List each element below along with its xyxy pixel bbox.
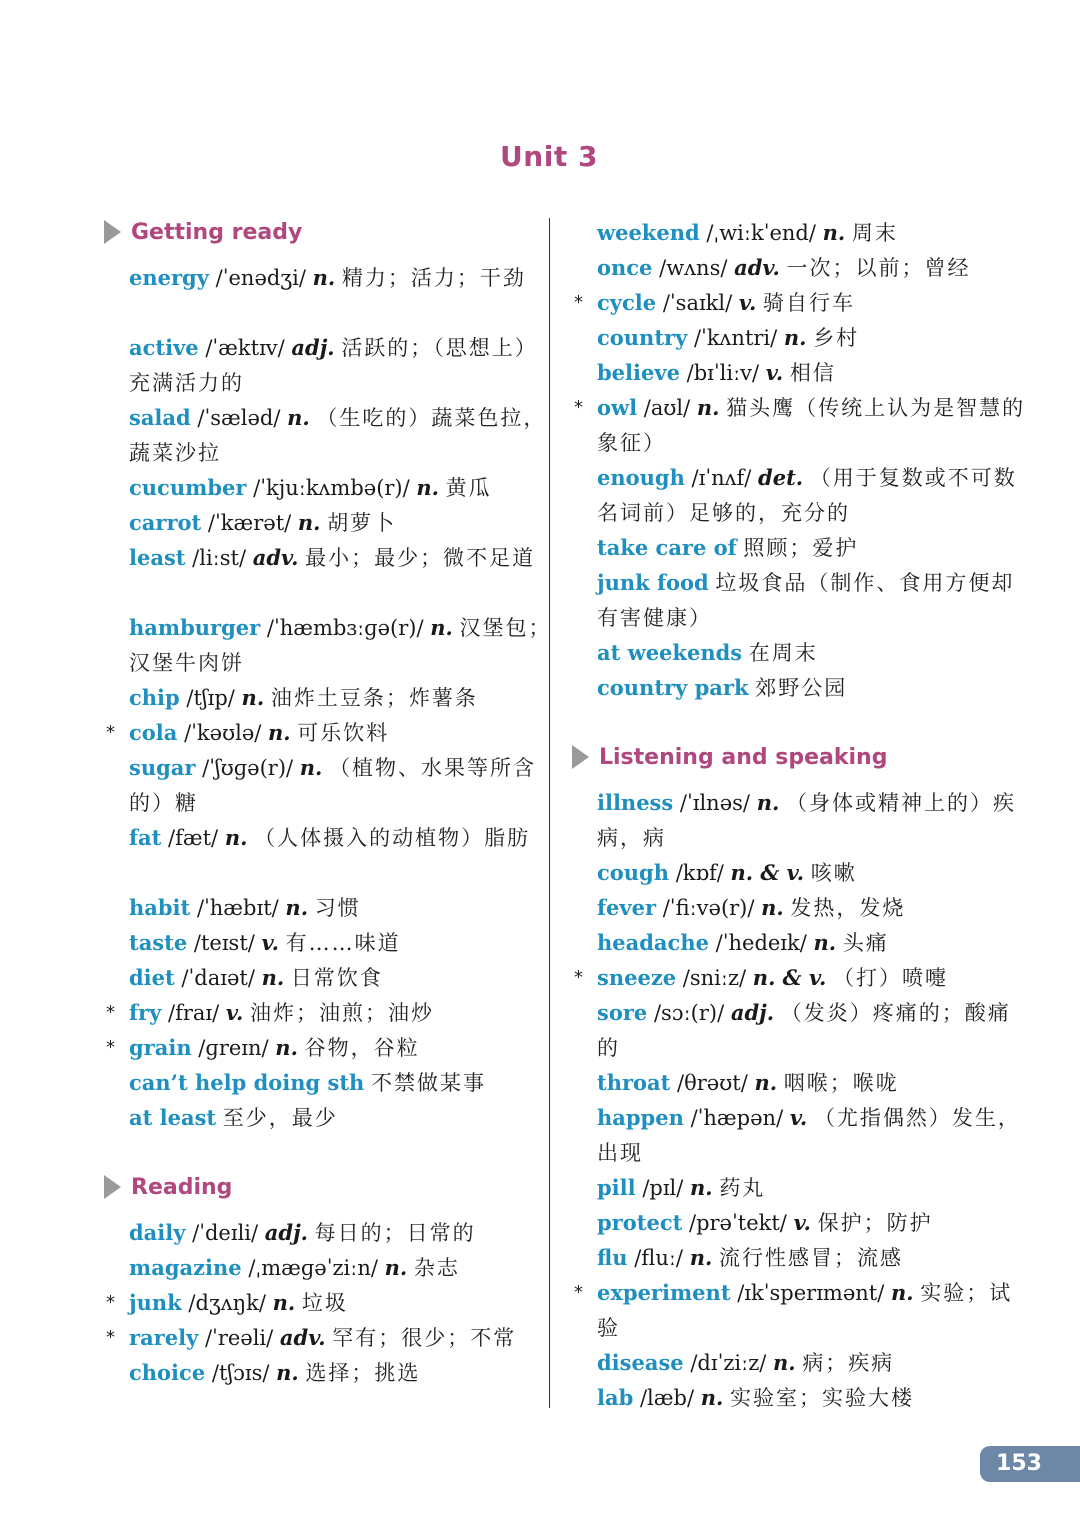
definition: （植物、水果等所含的）糖 [129, 756, 537, 815]
vocab-entry [102, 1215, 559, 1250]
definition: 药丸 [719, 1176, 766, 1200]
vocab-word: protect [597, 1210, 683, 1235]
vocab-word: sore [597, 1000, 648, 1025]
part-of-speech: n. [261, 965, 285, 990]
vocab-word: fever [597, 895, 657, 920]
pronunciation: /pɪl/ [642, 1176, 684, 1200]
vocab-entry [570, 785, 1027, 855]
vocab-word: cycle [597, 290, 657, 315]
star-marker-icon: * [106, 722, 115, 743]
vocab-entry [102, 260, 559, 330]
vocab-entry [570, 250, 1027, 285]
star-marker-icon: * [106, 1002, 115, 1023]
vocab-word: carrot [129, 510, 202, 535]
vocab-entry [102, 1320, 559, 1355]
star-marker-icon: * [106, 1037, 115, 1058]
vocab-entry [102, 470, 559, 505]
pronunciation: /ɪˈnʌf/ [691, 466, 752, 490]
vocab-entry [570, 1100, 1027, 1170]
vocab-word: take care of [597, 535, 737, 560]
vocab-entry [102, 750, 559, 820]
part-of-speech: n. [813, 930, 837, 955]
pronunciation: /ˈsæləd/ [197, 406, 281, 430]
pronunciation: /ˈhæbɪt/ [196, 896, 279, 920]
definition: 最小；最少；微不足道 [305, 546, 536, 570]
vocab-word: hamburger [129, 615, 261, 640]
part-of-speech: v. [225, 1000, 244, 1025]
vocab-word: sneeze [597, 965, 677, 990]
part-of-speech: adv. [279, 1325, 326, 1350]
definition: 可乐饮料 [297, 721, 390, 745]
part-of-speech: n. [299, 755, 323, 780]
vocab-entry [102, 610, 559, 680]
vocab-word: at least [129, 1105, 217, 1130]
vocab-word: owl [597, 395, 638, 420]
part-of-speech: n. [272, 1290, 296, 1315]
part-of-speech: v. [789, 1105, 808, 1130]
definition: 日常饮食 [290, 966, 383, 990]
vocab-entry [570, 285, 1027, 320]
star-marker-icon: * [574, 1282, 583, 1303]
vocab-word: once [597, 255, 653, 280]
vocab-word: habit [129, 895, 191, 920]
part-of-speech: v. [765, 360, 784, 385]
star-marker-icon: * [106, 1327, 115, 1348]
part-of-speech: adj. [291, 335, 335, 360]
part-of-speech: n. [224, 825, 248, 850]
part-of-speech: v. [738, 290, 757, 315]
definition: 一次；以前；曾经 [786, 256, 971, 280]
vocab-word: daily [129, 1220, 186, 1245]
pronunciation: /ˈdeɪli/ [192, 1221, 259, 1245]
triangle-bullet-icon [104, 1175, 121, 1199]
definition: （生吃的）蔬菜色拉，蔬菜沙拉 [129, 406, 547, 465]
pronunciation: /θrəʊt/ [677, 1071, 748, 1095]
part-of-speech: n. [890, 1280, 914, 1305]
vocab-word: can’t help doing sth [129, 1070, 365, 1095]
definition: 头痛 [842, 931, 889, 955]
vocab-entry [102, 330, 559, 400]
vocab-word: sugar [129, 755, 196, 780]
pronunciation: /tʃɔɪs/ [211, 1361, 270, 1385]
part-of-speech: n. [756, 790, 780, 815]
definition: （身体或精神上的）疾病，病 [597, 791, 1016, 850]
vocab-entry [102, 540, 559, 610]
vocab-entry [102, 1250, 559, 1285]
definition: 实验；试验 [597, 1281, 1013, 1340]
vocab-entry [102, 995, 559, 1030]
definition: 杂志 [413, 1256, 460, 1280]
vocab-entry [102, 505, 559, 540]
definition: 垃圾食品（制作、食用方便却有害健康） [597, 571, 1015, 630]
definition: 每日的；日常的 [314, 1221, 476, 1245]
vocab-entry [102, 820, 559, 890]
pronunciation: /ˈhæmbɜːɡə(r)/ [266, 616, 424, 640]
section-heading-listening-speaking [570, 740, 887, 774]
part-of-speech: n. & v. [752, 965, 827, 990]
part-of-speech: n. [285, 895, 309, 920]
vocab-word: energy [129, 265, 209, 290]
pronunciation: /læb/ [639, 1386, 695, 1410]
definition: 相信 [789, 361, 836, 385]
pronunciation: /fraɪ/ [168, 1001, 220, 1025]
pronunciation: /ˈreəli/ [204, 1326, 274, 1350]
definition: 照顾；爱护 [743, 536, 859, 560]
part-of-speech: n. [384, 1255, 408, 1280]
vocab-word: country [597, 325, 688, 350]
vocab-word: happen [597, 1105, 684, 1130]
part-of-speech: n. [297, 510, 321, 535]
pronunciation: /ˈkærət/ [207, 511, 292, 535]
pronunciation: /ˌmæɡəˈziːn/ [248, 1256, 378, 1280]
part-of-speech: n. [430, 615, 453, 640]
vocab-entry [102, 1065, 559, 1100]
definition: 保护；防护 [817, 1211, 933, 1235]
part-of-speech: det. [758, 465, 804, 490]
definition: 罕有；很少；不常 [332, 1326, 517, 1350]
section-title: Listening and speaking [599, 744, 888, 770]
part-of-speech: n. [822, 220, 846, 245]
part-of-speech: adj. [264, 1220, 308, 1245]
pronunciation: /wʌns/ [659, 256, 728, 280]
part-of-speech: n. [312, 265, 336, 290]
definition: （打）喷嚏 [833, 966, 949, 990]
pronunciation: /sniːz/ [682, 966, 747, 990]
definition: 精力；活力；干劲 [341, 266, 526, 290]
part-of-speech: n. [690, 1175, 713, 1200]
definition: 流行性感冒；流感 [718, 1246, 903, 1270]
vocab-word: flu [597, 1245, 628, 1270]
definition: （人体摄入的动植物）脂肪 [254, 826, 531, 850]
vocab-word: choice [129, 1360, 206, 1385]
pronunciation: /ˈkəʊlə/ [184, 721, 262, 745]
part-of-speech: adv. [252, 545, 299, 570]
pronunciation: /ˈhedeɪk/ [715, 931, 807, 955]
definition: 选择；挑选 [305, 1361, 421, 1385]
vocab-word: at weekends [597, 640, 743, 665]
vocab-entry [102, 925, 559, 960]
vocab-entry [570, 995, 1027, 1065]
pronunciation: /ˈɪlnəs/ [679, 791, 750, 815]
definition: 油炸；油煎；油炒 [249, 1001, 434, 1025]
part-of-speech: n. [761, 895, 784, 920]
star-marker-icon: * [574, 967, 583, 988]
vocab-word: cucumber [129, 475, 247, 500]
vocab-entry [102, 715, 559, 750]
definition: 郊野公园 [755, 676, 848, 700]
definition: 不禁做某事 [371, 1071, 486, 1095]
part-of-speech: n. [783, 325, 807, 350]
section-heading-reading [102, 1170, 232, 1204]
pronunciation: /sɔː(r)/ [653, 1001, 725, 1025]
vocab-entry [570, 215, 1027, 250]
part-of-speech: n. [689, 1245, 713, 1270]
pronunciation: /dɪˈziːz/ [690, 1351, 767, 1375]
definition: 在周末 [748, 641, 818, 665]
vocab-word: weekend [597, 220, 700, 245]
pronunciation: /kɒf/ [675, 861, 724, 885]
part-of-speech: n. [241, 685, 265, 710]
triangle-bullet-icon [572, 745, 589, 769]
vocab-entry [570, 890, 1027, 925]
pronunciation: /ɡreɪn/ [198, 1036, 269, 1060]
vocab-word: lab [597, 1385, 634, 1410]
vocab-word: active [129, 335, 199, 360]
definition: （用于复数或不可数名词前）足够的，充分的 [597, 466, 1017, 525]
pronunciation: /ˈsaɪkl/ [662, 291, 733, 315]
part-of-speech: n. [773, 1350, 796, 1375]
vocab-entry [570, 1170, 1027, 1205]
definition: 黄瓜 [445, 476, 492, 500]
definition: 谷物，谷粒 [304, 1036, 420, 1060]
section-heading-getting-ready [102, 215, 302, 249]
pronunciation: /ˈʃʊɡə(r)/ [202, 756, 294, 780]
definition: 发热，发烧 [790, 896, 906, 920]
definition: 有……味道 [285, 931, 401, 955]
vocab-word: believe [597, 360, 680, 385]
vocab-word: disease [597, 1350, 684, 1375]
pronunciation: /ˌwiːkˈend/ [706, 221, 816, 245]
part-of-speech: adv. [734, 255, 780, 280]
vocab-entry [570, 1205, 1027, 1240]
pronunciation: /aʊl/ [643, 396, 691, 420]
vocab-word: least [129, 545, 186, 570]
vocab-entry [570, 960, 1027, 995]
definition: 猫头鹰（传统上认为是智慧的象征） [597, 396, 1026, 455]
pronunciation: /ˈenədʒi/ [215, 266, 306, 290]
vocab-entry [570, 1345, 1027, 1380]
pronunciation: /prəˈtekt/ [689, 1211, 787, 1235]
vocab-word: taste [129, 930, 188, 955]
definition: （尤指偶然）发生，出现 [597, 1106, 1021, 1165]
section-title: Reading [131, 1174, 233, 1200]
pronunciation: /ˈkʌntri/ [693, 326, 778, 350]
vocab-word: headache [597, 930, 709, 955]
vocab-entry [570, 855, 1027, 890]
vocab-entry [102, 1100, 559, 1135]
vocab-word: fat [129, 825, 162, 850]
pronunciation: /ˈhæpən/ [690, 1106, 784, 1130]
vocab-word: throat [597, 1070, 671, 1095]
vocab-word: illness [597, 790, 674, 815]
vocab-entry [570, 565, 1027, 635]
page-title: Unit 3 [500, 140, 598, 173]
pronunciation: /fæt/ [168, 826, 219, 850]
vocab-entry [570, 1380, 1027, 1415]
vocab-entry [102, 890, 559, 925]
definition: 乡村 [813, 326, 860, 350]
vocab-word: country park [597, 675, 749, 700]
pronunciation: /ˈdaɪət/ [181, 966, 255, 990]
pronunciation: /fluː/ [634, 1246, 683, 1270]
part-of-speech: adj. [730, 1000, 775, 1025]
vocab-word: diet [129, 965, 175, 990]
vocab-word: cola [129, 720, 178, 745]
part-of-speech: n. [268, 720, 291, 745]
pronunciation: /tʃɪp/ [186, 686, 235, 710]
part-of-speech: v. [793, 1210, 811, 1235]
triangle-bullet-icon [104, 220, 121, 244]
definition: 至少，最少 [222, 1106, 338, 1130]
definition: 垃圾 [301, 1291, 348, 1315]
part-of-speech: n. [696, 395, 720, 420]
vocab-word: junk [129, 1290, 182, 1315]
page-number: 153 [996, 1451, 1042, 1476]
vocab-entry [570, 925, 1027, 960]
pronunciation: /bɪˈliːv/ [686, 361, 760, 385]
vocab-entry [570, 1065, 1027, 1100]
definition: 病；疾病 [802, 1351, 895, 1375]
pronunciation: /ˈfiːvə(r)/ [662, 896, 755, 920]
part-of-speech: n. [275, 1035, 298, 1060]
definition: 骑自行车 [762, 291, 855, 315]
pronunciation: /ˈkjuːkʌmbə(r)/ [253, 476, 410, 500]
vocab-entry [102, 400, 559, 470]
definition: 周末 [851, 221, 898, 245]
vocab-entry [570, 1240, 1027, 1275]
part-of-speech: n. [700, 1385, 724, 1410]
vocab-word: grain [129, 1035, 192, 1060]
vocab-entry [570, 390, 1027, 460]
part-of-speech: n. [416, 475, 439, 500]
pronunciation: /ˈæktɪv/ [205, 336, 285, 360]
pronunciation: /ɪkˈsperɪmənt/ [737, 1281, 885, 1305]
pronunciation: /teɪst/ [193, 931, 255, 955]
vocab-entry [570, 635, 1027, 670]
definition: 咳嗽 [810, 861, 857, 885]
vocab-word: rarely [129, 1325, 199, 1350]
part-of-speech: n. [754, 1070, 778, 1095]
star-marker-icon: * [574, 397, 583, 418]
vocab-word: salad [129, 405, 191, 430]
definition: （发炎）疼痛的；酸痛的 [597, 1001, 1011, 1060]
definition: 咽喉；喉咙 [783, 1071, 899, 1095]
part-of-speech: v. [261, 930, 279, 955]
vocab-entry [570, 670, 1027, 705]
vocab-entry [570, 460, 1027, 530]
part-of-speech: n. [276, 1360, 299, 1385]
vocab-word: cough [597, 860, 670, 885]
vocab-entry [102, 1355, 559, 1390]
definition: 习惯 [314, 896, 361, 920]
definition: 胡萝卜 [327, 511, 397, 535]
vocab-entry [102, 960, 559, 995]
pronunciation: /dʒʌŋk/ [188, 1291, 266, 1315]
vocab-word: junk food [597, 570, 709, 595]
section-title: Getting ready [131, 219, 303, 245]
vocab-word: chip [129, 685, 180, 710]
pronunciation: /liːst/ [192, 546, 247, 570]
vocab-entry [102, 1285, 559, 1320]
vocab-word: experiment [597, 1280, 731, 1305]
star-marker-icon: * [574, 292, 583, 313]
part-of-speech: n. [287, 405, 310, 430]
vocab-entry [570, 320, 1027, 355]
vocab-entry [102, 680, 559, 715]
part-of-speech: n. & v. [730, 860, 805, 885]
vocab-word: enough [597, 465, 685, 490]
vocab-entry [570, 1275, 1027, 1345]
vocab-entry [102, 1030, 559, 1065]
vocab-word: pill [597, 1175, 636, 1200]
vocab-entry [570, 530, 1027, 565]
vocab-word: fry [129, 1000, 162, 1025]
vocab-entry [570, 355, 1027, 390]
star-marker-icon: * [106, 1292, 115, 1313]
definition: 油炸土豆条；炸薯条 [270, 686, 478, 710]
definition: 活跃的；（思想上）充满活力的 [129, 336, 538, 395]
vocab-word: magazine [129, 1255, 242, 1280]
definition: 汉堡包；汉堡牛肉饼 [129, 616, 552, 675]
definition: 实验室；实验大楼 [730, 1386, 914, 1410]
